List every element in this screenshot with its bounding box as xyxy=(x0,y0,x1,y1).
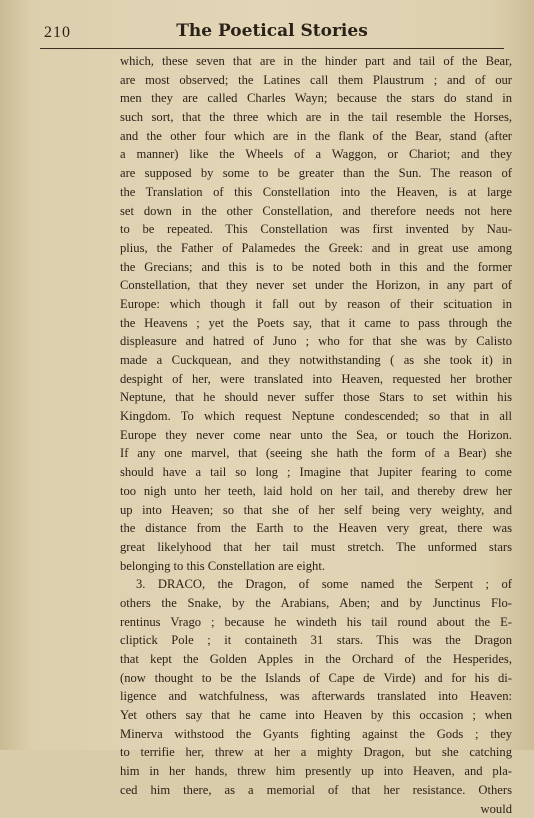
text-line: him in her hands, threw him presently up into Heaven, and pla- xyxy=(120,762,512,781)
text-line: Europe they never come near unto the Sea, or touch the Horizon. xyxy=(120,426,512,445)
page-header xyxy=(40,20,504,49)
text-line: men they are called Charles Wayn; because the stars do stand in xyxy=(120,89,512,108)
text-line: made a Cuckquean, and they notwithstanding ( as she took it) in xyxy=(120,351,512,370)
text-line: Kingdom. To which request Neptune condescended; so that in all xyxy=(120,407,512,426)
text-line: up into Heaven; so that she of her self being very weighty, and xyxy=(120,501,512,520)
text-line: ced him there, as a memorial of that her resistance. Others xyxy=(120,781,512,800)
text-line: the Heavens ; yet the Poets say, that it came to pass through the xyxy=(120,314,512,333)
text-line: cliptick Pole ; it containeth 31 stars. This was the Dragon xyxy=(120,631,512,650)
text-line: such sort, that the three which are in the tail resemble the Horses, xyxy=(120,108,512,127)
text-line: Europe: which though it fall out by reason of their scituation in xyxy=(120,295,512,314)
text-line: despight of her, were translated into Heaven, requested her brother xyxy=(120,370,512,389)
text-line: 3. DRACO, the Dragon, of some named the Serpent ; of xyxy=(120,575,512,594)
text-line: (now thought to be the Islands of Cape de Virde) and for his di- xyxy=(120,669,512,688)
running-title: The Poetical Stories xyxy=(176,21,368,41)
text-line: are supposed by some to be greater than the Sun. The reason of xyxy=(120,164,512,183)
text-line: set down in the other Constellation, and therefore needs not here xyxy=(120,202,512,221)
text-line: the Translation of this Constellation into the Heaven, is at large xyxy=(120,183,512,202)
page-number: 210 xyxy=(44,24,71,42)
text-line: should have a tail so long ; Imagine that Jupiter fearing to come xyxy=(120,463,512,482)
text-line: too nigh unto her teeth, laid hold on her tail, and thereby drew her xyxy=(120,482,512,501)
text-line: Neptune, that he should never suffer those Stars to set within his xyxy=(120,388,512,407)
text-line: to terrifie her, threw at her a mighty Dragon, but she catching xyxy=(120,743,512,762)
text-line: are most observed; the Latines call them Plaustrum ; and of our xyxy=(120,71,512,90)
catchword: would xyxy=(120,800,512,818)
text-line: that kept the Golden Apples in the Orchard of the Hesperides, xyxy=(120,650,512,669)
text-line: Minerva withstood the Gyants fighting against the Gods ; they xyxy=(120,725,512,744)
text-line: plius, the Father of Palamedes the Greek: and in great use among xyxy=(120,239,512,258)
text-line: belonging to this Constellation are eight. xyxy=(120,557,512,576)
text-line: Constellation, that they never set under the Horizon, in any part of xyxy=(120,276,512,295)
text-line: rentinus Vrago ; because he windeth his tail round about the E- xyxy=(120,613,512,632)
text-line: Yet others say that he came into Heaven by this occasion ; when xyxy=(120,706,512,725)
text-line: a manner) like the Wheels of a Waggon, or Chariot; and they xyxy=(120,145,512,164)
body-text xyxy=(120,52,512,818)
text-line: the Grecians; and this is to be noted both in this and the former xyxy=(120,258,512,277)
text-line: great likelyhood that her tail must stretch. The unformed stars xyxy=(120,538,512,557)
text-line: the distance from the Earth to the Heaven very great, there was xyxy=(120,519,512,538)
text-line: displeasure and hatred of Juno ; who for that she was by Calisto xyxy=(120,332,512,351)
text-line: to be repeated. This Constellation was first invented by Nau- xyxy=(120,220,512,239)
text-line: If any one marvel, that (seeing she hath the form of a Bear) she xyxy=(120,444,512,463)
text-line: and the other four which are in the flank of the Bear, stand (after xyxy=(120,127,512,146)
text-line: others the Snake, by the Arabians, Aben; and by Junctinus Flo- xyxy=(120,594,512,613)
text-line: ligence and watchfulness, was afterwards translated into Heaven: xyxy=(120,687,512,706)
text-line: which, these seven that are in the hinder part and tail of the Bear, xyxy=(120,52,512,71)
